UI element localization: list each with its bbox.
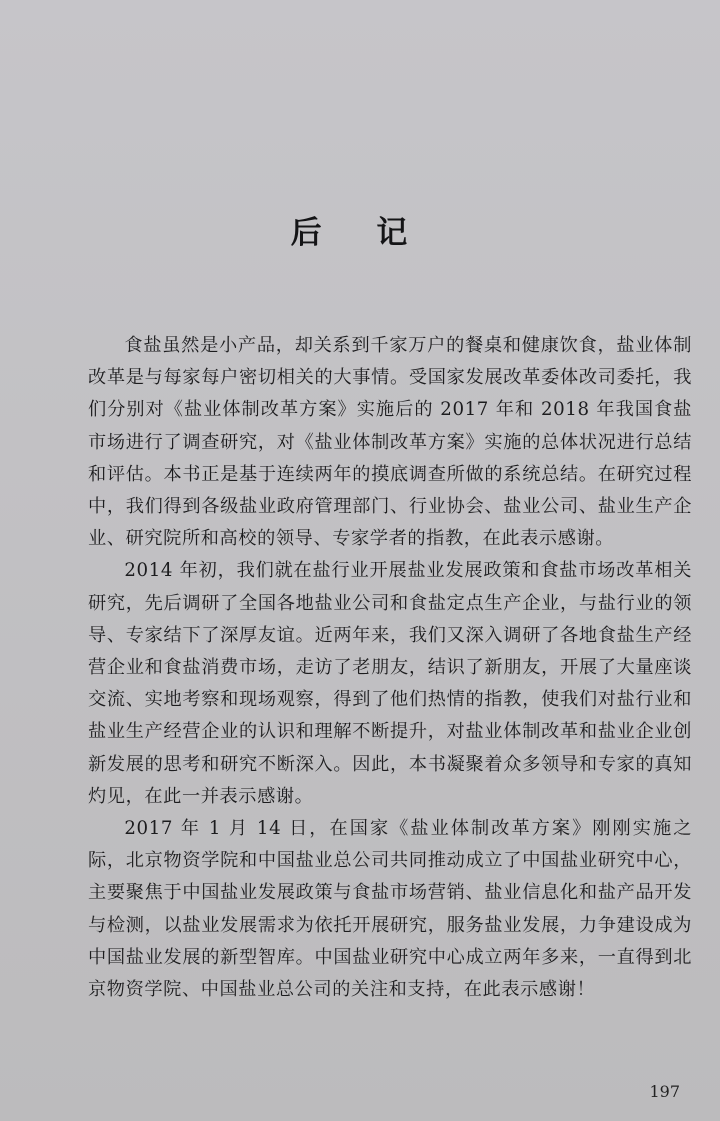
page-title: 后 记: [290, 215, 430, 251]
page-number: 197: [649, 1082, 680, 1101]
paragraph-3: 2017 年 1 月 14 日，在国家《盐业体制改革方案》刚刚实施之际，北京物资学院和中国盐业总公司共同推动成立了中国盐业研究中心，主要聚焦于中国盐业发展政策与食盐市场营销、盐业信息化和盐产品开发与检测，以盐业发展需求为依托开展研究，服务盐业发展，力争建设成为中国盐业发展的新型智库。中国盐业研究中心成立两年多来，一直得到北京物资学院、中国盐业总公司的关注和支持，在此表示感谢！: [88, 818, 692, 1001]
paragraph-1: 食盐虽然是小产品，却关系到千家万户的餐桌和健康饮食，盐业体制改革是与每家每户密切相关的大事情。受国家发展改革委体改司委托，我们分别对《盐业体制改革方案》实施后的 2017 年和 2018 年我国食盐市场进行了调查研究，对《盐业体制改革方案》实施的总体状况进行总结和评估。本书正是基于连续两年的摸底调查所做的系统总结。在研究过程中，我们得到各级盐业政府管理部门、行业协会、盐业公司、盐业生产企业、研究院所和高校的领导、专家学者的指教，在此表示感谢。: [88, 335, 692, 550]
body-text: [88, 330, 692, 1006]
paragraph-2: 2014 年初，我们就在盐行业开展盐业发展政策和食盐市场改革相关研究，先后调研了全国各地盐业公司和食盐定点生产企业，与盐行业的领导、专家结下了深厚友谊。近两年来，我们又深入调研了各地食盐生产经营企业和食盐消费市场，走访了老朋友，结识了新朋友，开展了大量座谈交流、实地考察和现场观察，得到了他们热情的指教，使我们对盐行业和盐业生产经营企业的认识和理解不断提升，对盐业体制改革和盐业企业创新发展的思考和研究不断深入。因此，本书凝聚着众多领导和专家的真知灼见，在此一并表示感谢。: [88, 560, 692, 807]
